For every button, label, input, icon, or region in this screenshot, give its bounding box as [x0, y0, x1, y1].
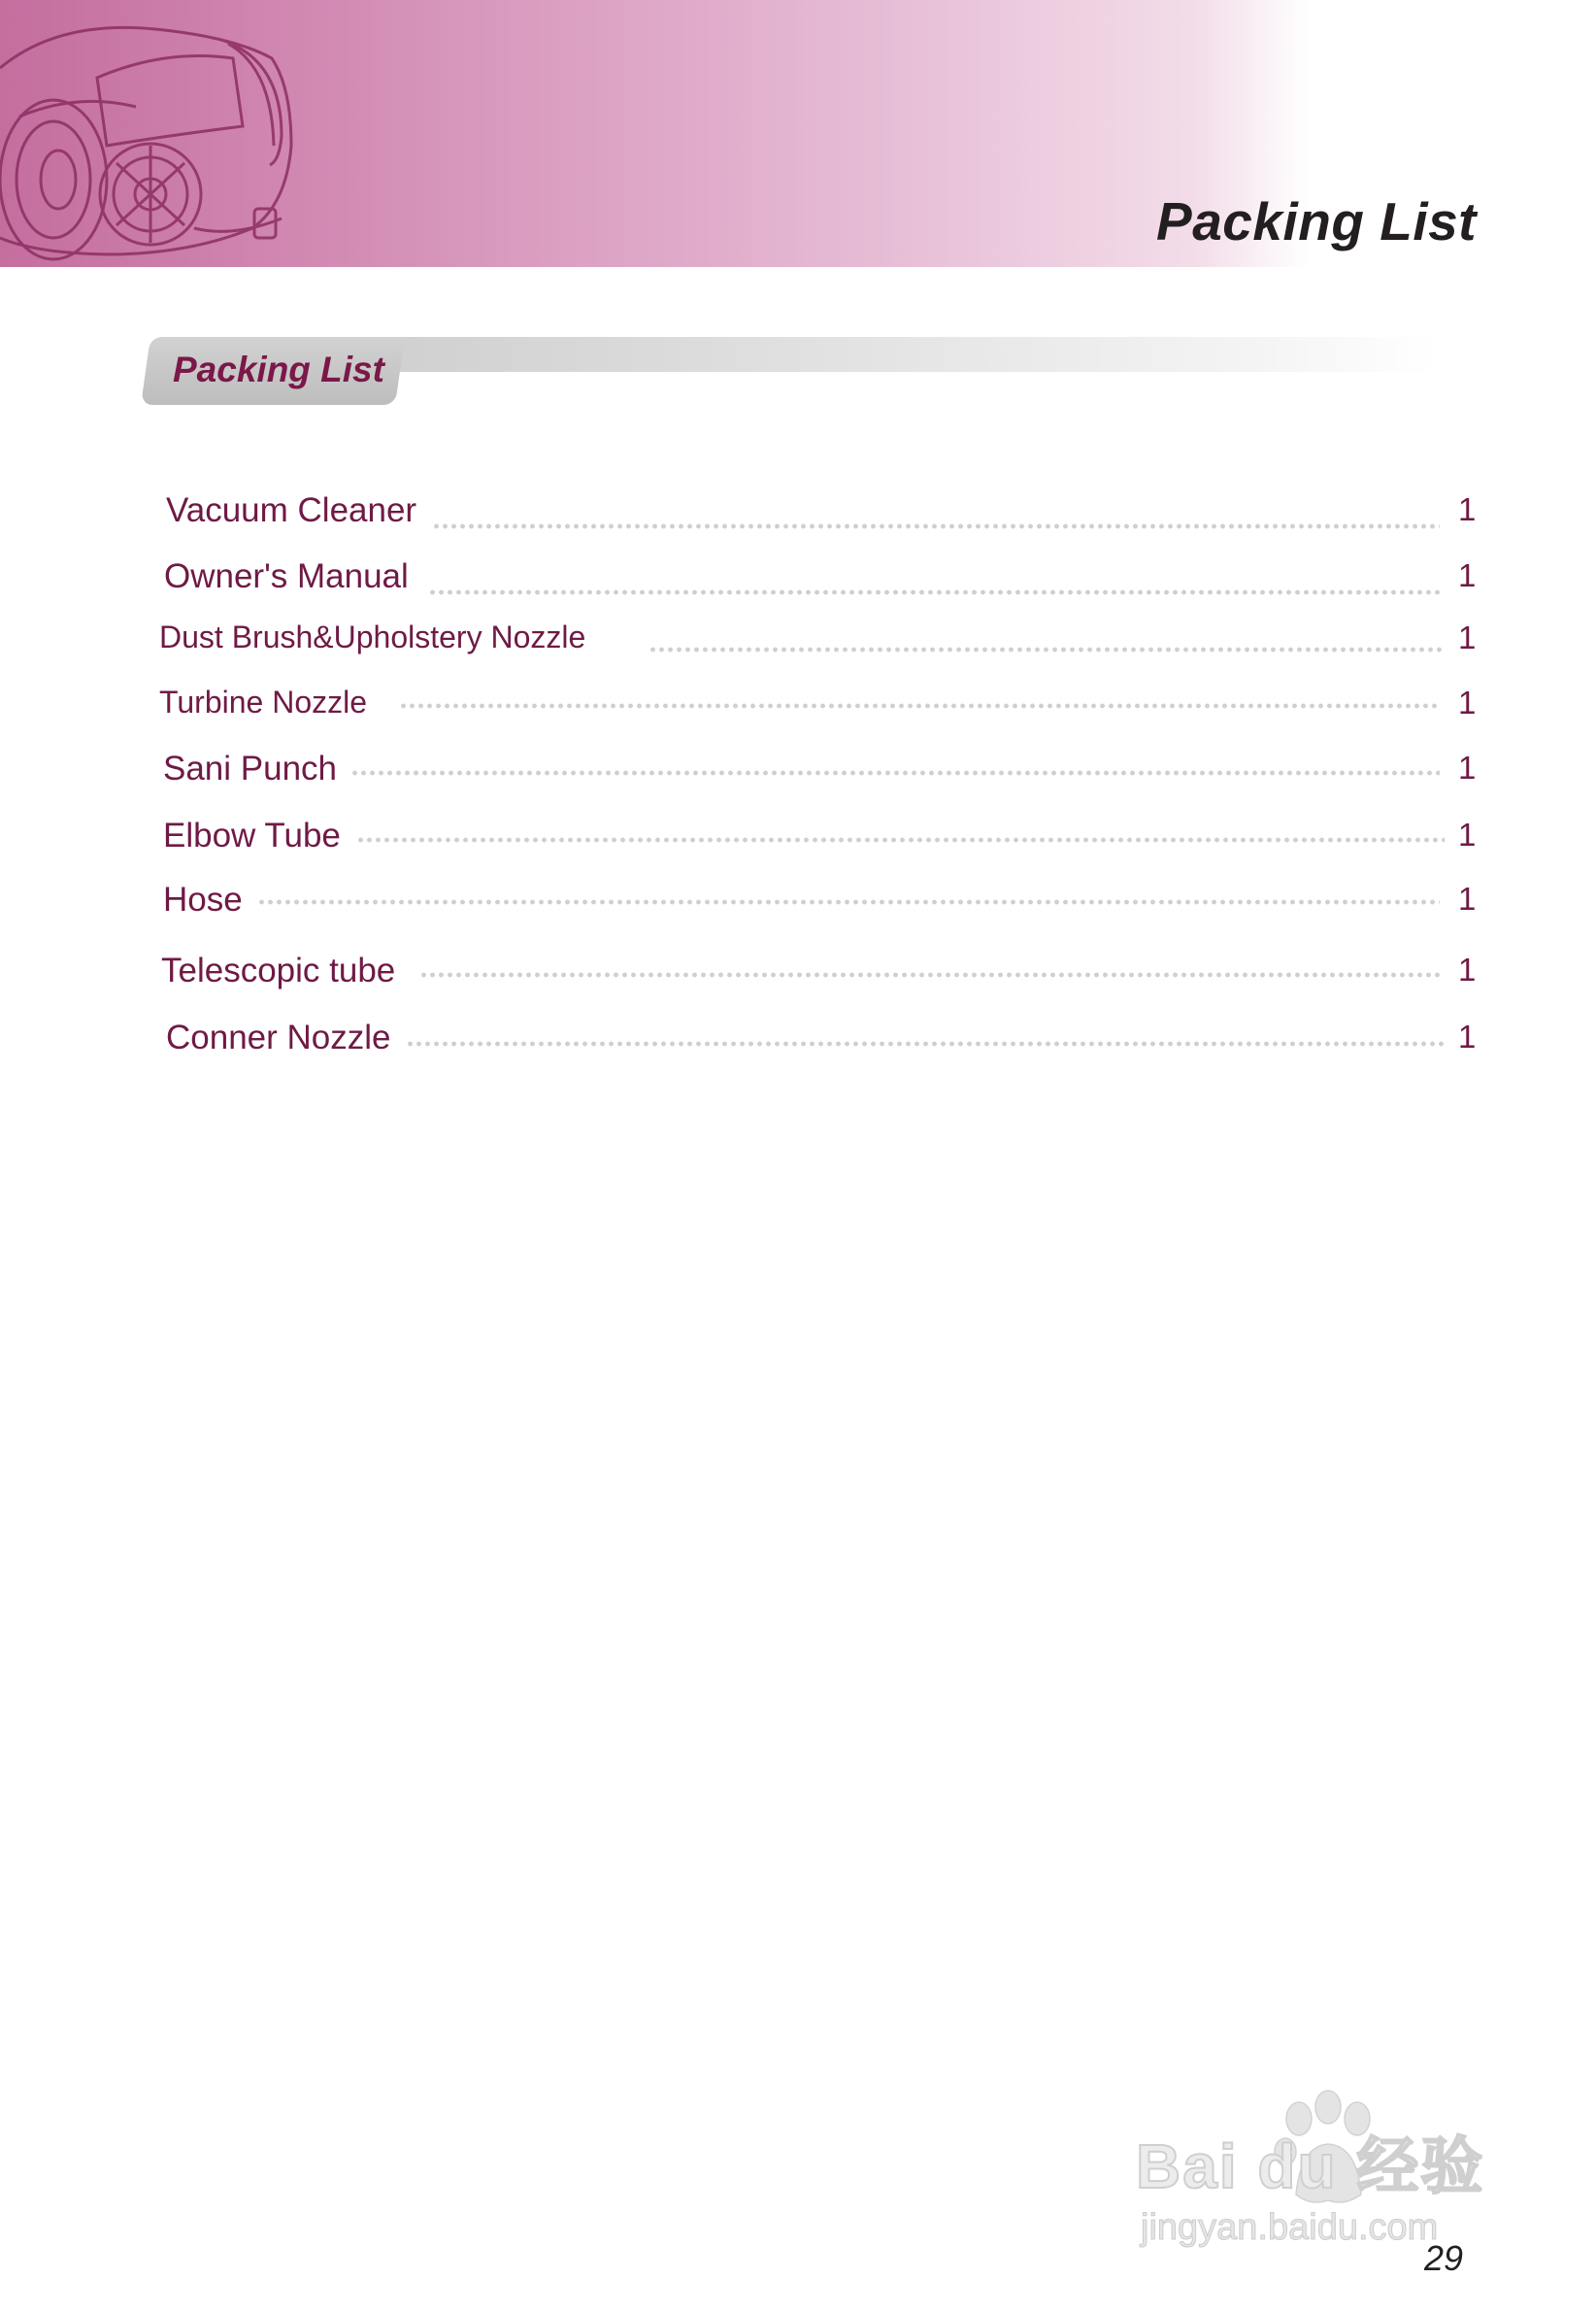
item-name: Conner Nozzle [166, 1019, 399, 1057]
item-name: Telescopic tube [161, 952, 403, 990]
dot-leader [406, 1040, 1445, 1048]
item-name: Vacuum Cleaner [166, 491, 424, 530]
item-name: Elbow Tube [163, 817, 349, 855]
item-quantity: 1 [1458, 750, 1477, 786]
dot-leader [428, 588, 1440, 596]
page-number: 29 [1424, 2238, 1464, 2278]
item-quantity: 1 [1458, 685, 1477, 720]
dot-leader [356, 836, 1445, 844]
page-header-title: Packing List [1156, 191, 1477, 251]
item-quantity: 1 [1458, 817, 1477, 853]
list-item [0, 817, 1596, 865]
list-item [0, 881, 1596, 929]
item-name: Dust Brush&Upholstery Nozzle [159, 620, 593, 655]
dot-leader [350, 769, 1440, 777]
list-item [0, 952, 1596, 1000]
item-quantity: 1 [1458, 620, 1477, 655]
dot-leader [648, 646, 1445, 653]
watermark-brand: Bai du 经验 [1136, 2131, 1485, 2201]
item-quantity: 1 [1458, 1019, 1477, 1055]
watermark-url: jingyan.baidu.com [1141, 2207, 1439, 2248]
item-name: Hose [163, 881, 250, 920]
item-name: Turbine Nozzle [159, 685, 375, 720]
list-item [0, 1019, 1596, 1067]
section-heading-bar [146, 337, 1437, 405]
item-name: Owner's Manual [164, 557, 416, 596]
dot-leader [399, 702, 1440, 710]
section-heading-label: Packing List [173, 350, 384, 389]
dot-leader [432, 522, 1440, 530]
dot-leader [257, 898, 1440, 906]
vacuum-cleaner-illustration [0, 0, 301, 267]
item-quantity: 1 [1458, 557, 1477, 593]
list-item [0, 620, 1596, 668]
item-quantity: 1 [1458, 952, 1477, 988]
list-item [0, 491, 1596, 540]
item-name: Sani Punch [163, 750, 345, 788]
item-quantity: 1 [1458, 881, 1477, 917]
dot-leader [419, 971, 1440, 979]
list-item [0, 685, 1596, 733]
list-item [0, 750, 1596, 798]
list-item [0, 557, 1596, 606]
item-quantity: 1 [1458, 491, 1477, 527]
